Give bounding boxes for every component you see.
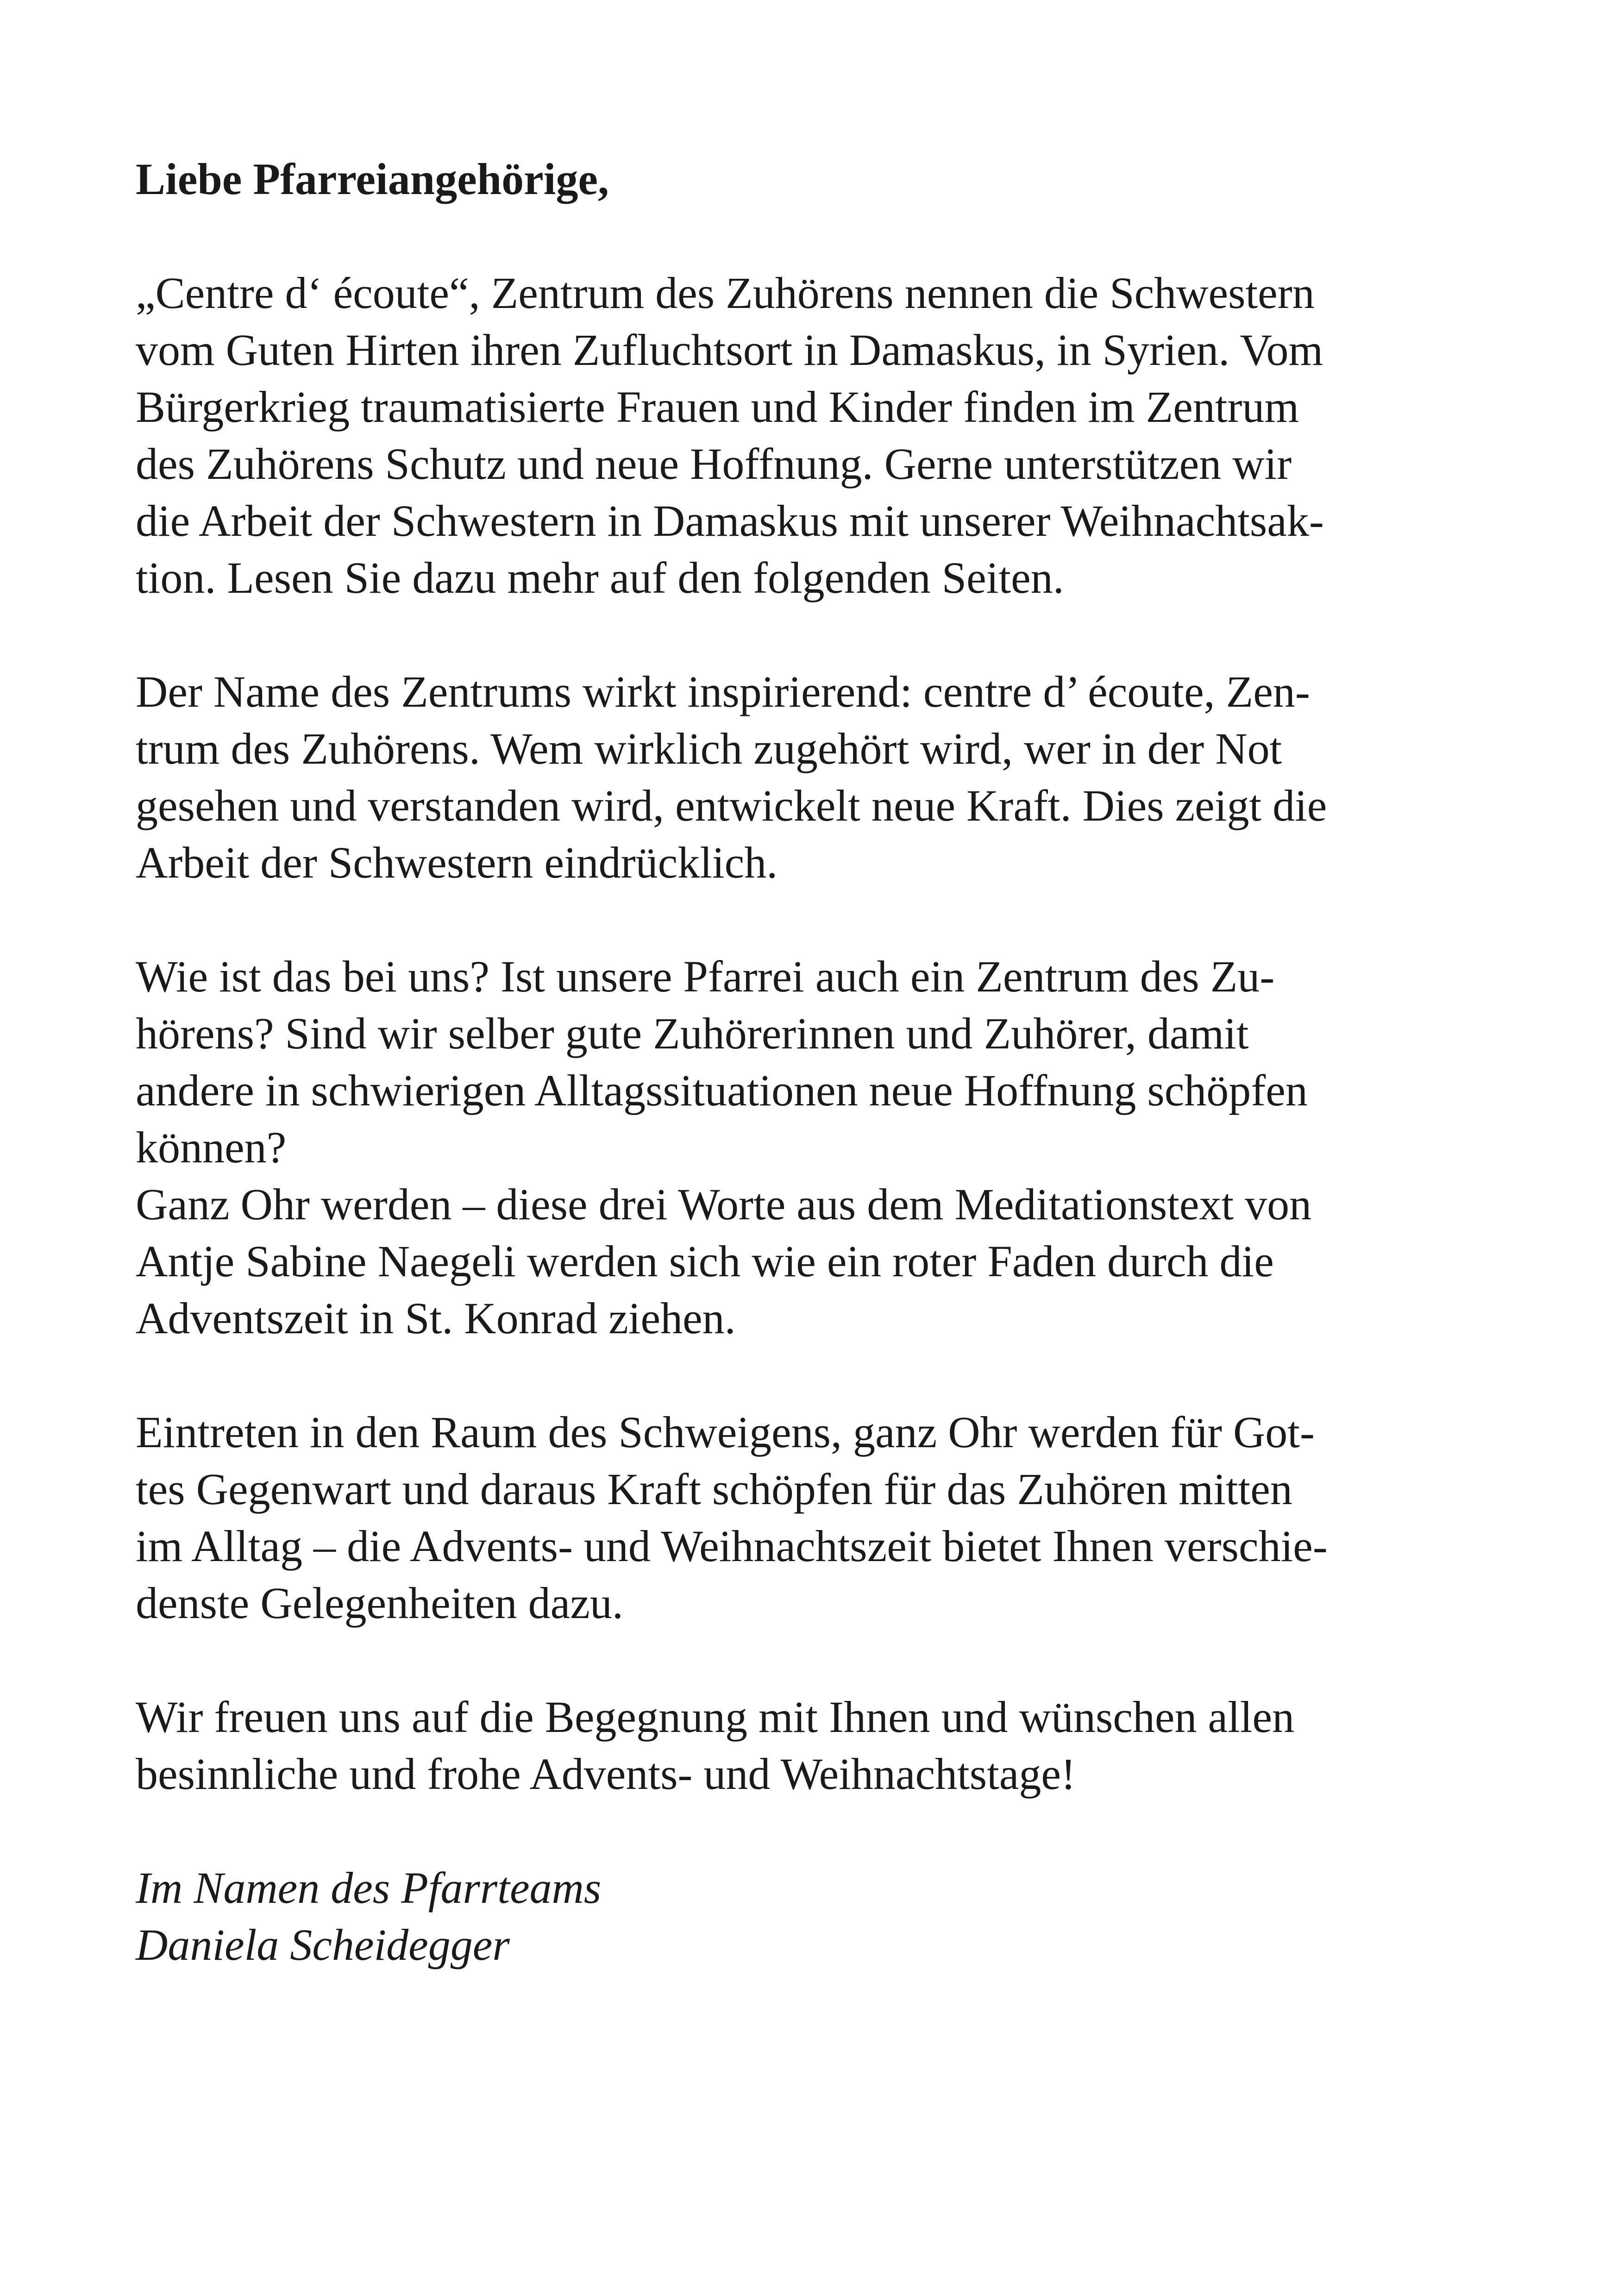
paragraph-5 [136, 1688, 1479, 1802]
greeting: Liebe Pfarreiangehörige, [136, 154, 609, 204]
paragraph-line: des Zuhörens Schutz und neue Hoffnung. Gerne unterstützen wir [136, 439, 1292, 489]
paragraph-line: gesehen und verstanden wird, entwickelt neue Kraft. Dies zeigt die [136, 781, 1327, 830]
paragraph-line: können? [136, 1123, 287, 1172]
paragraph-line: Antje Sabine Naegeli werden sich wie ein roter Faden durch die [136, 1236, 1274, 1286]
paragraph-line: Wir freuen uns auf die Begegnung mit Ihnen und wünschen allen [136, 1692, 1295, 1742]
paragraph-line: Wie ist das bei uns? Ist unsere Pfarrei auch ein Zentrum des Zu- [136, 952, 1275, 1001]
paragraph-gap [136, 1347, 1479, 1404]
paragraph-gap [136, 1631, 1479, 1688]
signature [136, 1859, 1479, 1973]
signature-team: Im Namen des Pfarrteams [136, 1863, 602, 1913]
paragraph-gap [136, 891, 1479, 948]
paragraph-line: „Centre d‘ écoute“, Zentrum des Zuhörens nennen die Schwestern [136, 268, 1315, 318]
paragraph-line: tion. Lesen Sie dazu mehr auf den folgenden Seiten. [136, 553, 1064, 602]
paragraph-line: Der Name des Zentrums wirkt inspirierend: centre d’ écoute, Zen- [136, 667, 1310, 716]
paragraph-line: Adventszeit in St. Konrad ziehen. [136, 1293, 736, 1343]
paragraph-gap [136, 207, 1479, 264]
paragraph-gap [136, 1802, 1479, 1859]
paragraph-line: trum des Zuhörens. Wem wirklich zugehört wird, wer in der Not [136, 724, 1282, 773]
paragraph-line: besinnliche und frohe Advents- und Weihnachtstage! [136, 1749, 1076, 1799]
paragraph-2 [136, 663, 1479, 891]
paragraph-4 [136, 1404, 1479, 1631]
paragraph-line: tes Gegenwart und daraus Kraft schöpfen für das Zuhören mitten [136, 1464, 1292, 1514]
paragraph-line: die Arbeit der Schwestern in Damaskus mit unserer Weihnachtsak- [136, 496, 1324, 546]
paragraph-gap [136, 606, 1479, 663]
letter-body [136, 151, 1479, 1973]
paragraph-line: Arbeit der Schwestern eindrücklich. [136, 838, 778, 887]
paragraph-line: hörens? Sind wir selber gute Zuhörerinnen und Zuhörer, damit [136, 1009, 1249, 1058]
paragraph-line: denste Gelegenheiten dazu. [136, 1578, 623, 1628]
paragraph-1 [136, 264, 1479, 606]
paragraph-line: im Alltag – die Advents- und Weihnachtszeit bietet Ihnen verschie- [136, 1521, 1328, 1571]
signature-name: Daniela Scheidegger [136, 1920, 510, 1970]
paragraph-3 [136, 948, 1479, 1347]
paragraph-line: Bürgerkrieg traumatisierte Frauen und Kinder finden im Zentrum [136, 382, 1299, 432]
paragraph-line: vom Guten Hirten ihren Zufluchtsort in Damaskus, in Syrien. Vom [136, 325, 1323, 375]
paragraph-line: Ganz Ohr werden – diese drei Worte aus dem Meditationstext von [136, 1179, 1312, 1229]
paragraph-line: andere in schwierigen Alltagssituationen neue Hoffnung schöpfen [136, 1066, 1308, 1115]
paragraph-line: Eintreten in den Raum des Schweigens, ganz Ohr werden für Got- [136, 1407, 1315, 1457]
